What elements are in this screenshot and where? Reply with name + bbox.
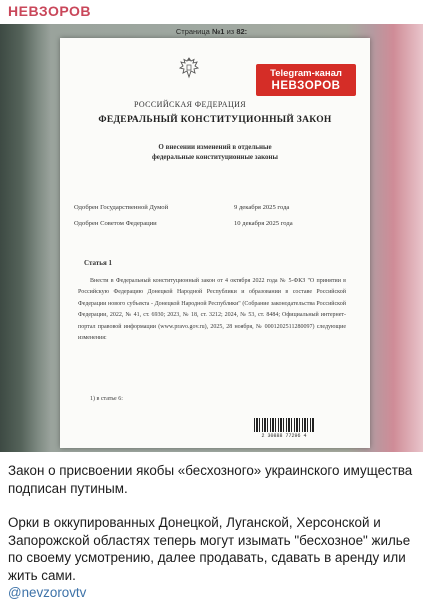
document-country: РОССИЙСКАЯ ФЕДЕРАЦИЯ — [133, 100, 247, 109]
document-subject-line-2: федеральные конституционные законы — [151, 153, 279, 161]
document-law-type: ФЕДЕРАЛЬНЫЙ КОНСТИТУЦИОННЫЙ ЗАКОН — [98, 115, 332, 125]
document-subject — [60, 142, 370, 162]
post-caption — [8, 462, 418, 602]
approval-council-label: Одобрен Советом Федерации — [74, 220, 157, 227]
article-item: 1) в статье 6: — [90, 396, 123, 402]
approval-duma — [74, 204, 364, 211]
badge-line-1: Telegram-канал — [270, 68, 342, 79]
coat-of-arms-icon — [177, 56, 201, 80]
article-body — [78, 276, 346, 344]
post-photo[interactable] — [0, 24, 423, 452]
document-subject-line-1: О внесении изменений в отдельные — [158, 143, 272, 151]
approval-council-date: 10 декабря 2025 года — [234, 220, 293, 227]
barcode — [254, 418, 314, 440]
approval-duma-date: 9 декабря 2025 года — [234, 204, 290, 211]
approval-duma-label: Одобрен Государственной Думой — [74, 204, 169, 211]
article-paragraph: Внести в Федеральный конституционный закон от 4 октября 2022 года № 5-ФКЗ "О принятии в Российскую Федерацию Донецкой Народной Республики и образовании в составе Российской Федерации нового субъекта - Донецкой Народной Республики" (Собрание законодательства Российской Федерации, 2022, № 41, ст. 6930; 2023, № 18, ст. 3212; 2024, № 53, ст. 8484; Официальный интернет-портал правовой информации (www.pravo.gov.ru), 2025, 28 ноября, № 0001202511280097) следующие изменения: — [78, 278, 346, 342]
barcode-number: 2 30888 77296 4 — [261, 433, 307, 439]
law-document — [60, 38, 370, 448]
page-counter — [0, 27, 423, 36]
channel-hashtag-link[interactable]: @nevzorovtv — [8, 585, 87, 600]
page-counter-total: 82: — [236, 27, 248, 36]
telegram-channel-badge — [256, 64, 356, 96]
caption-paragraph-1: Закон о присвоении якобы «бесхозного» украинского имущества подписан путиным. — [8, 463, 413, 496]
badge-line-2: НЕВЗОРОВ — [271, 80, 341, 92]
article-title: Статья 1 — [84, 259, 112, 267]
approval-federation-council — [74, 220, 364, 227]
page-counter-separator: из — [226, 27, 235, 36]
caption-paragraph-2: Орки в оккупированных Донецкой, Луганской, Херсонской и Запорожской областях теперь могут изымать "бесхозное" жилье по своему усмотрению, далее продавать, сдавать в аренду или жить сами. — [8, 515, 411, 583]
page-counter-current: №1 — [211, 27, 225, 36]
page-counter-prefix: Страница — [175, 27, 210, 36]
channel-name[interactable]: НЕВЗОРОВ — [8, 3, 92, 19]
barcode-bars — [254, 418, 314, 432]
